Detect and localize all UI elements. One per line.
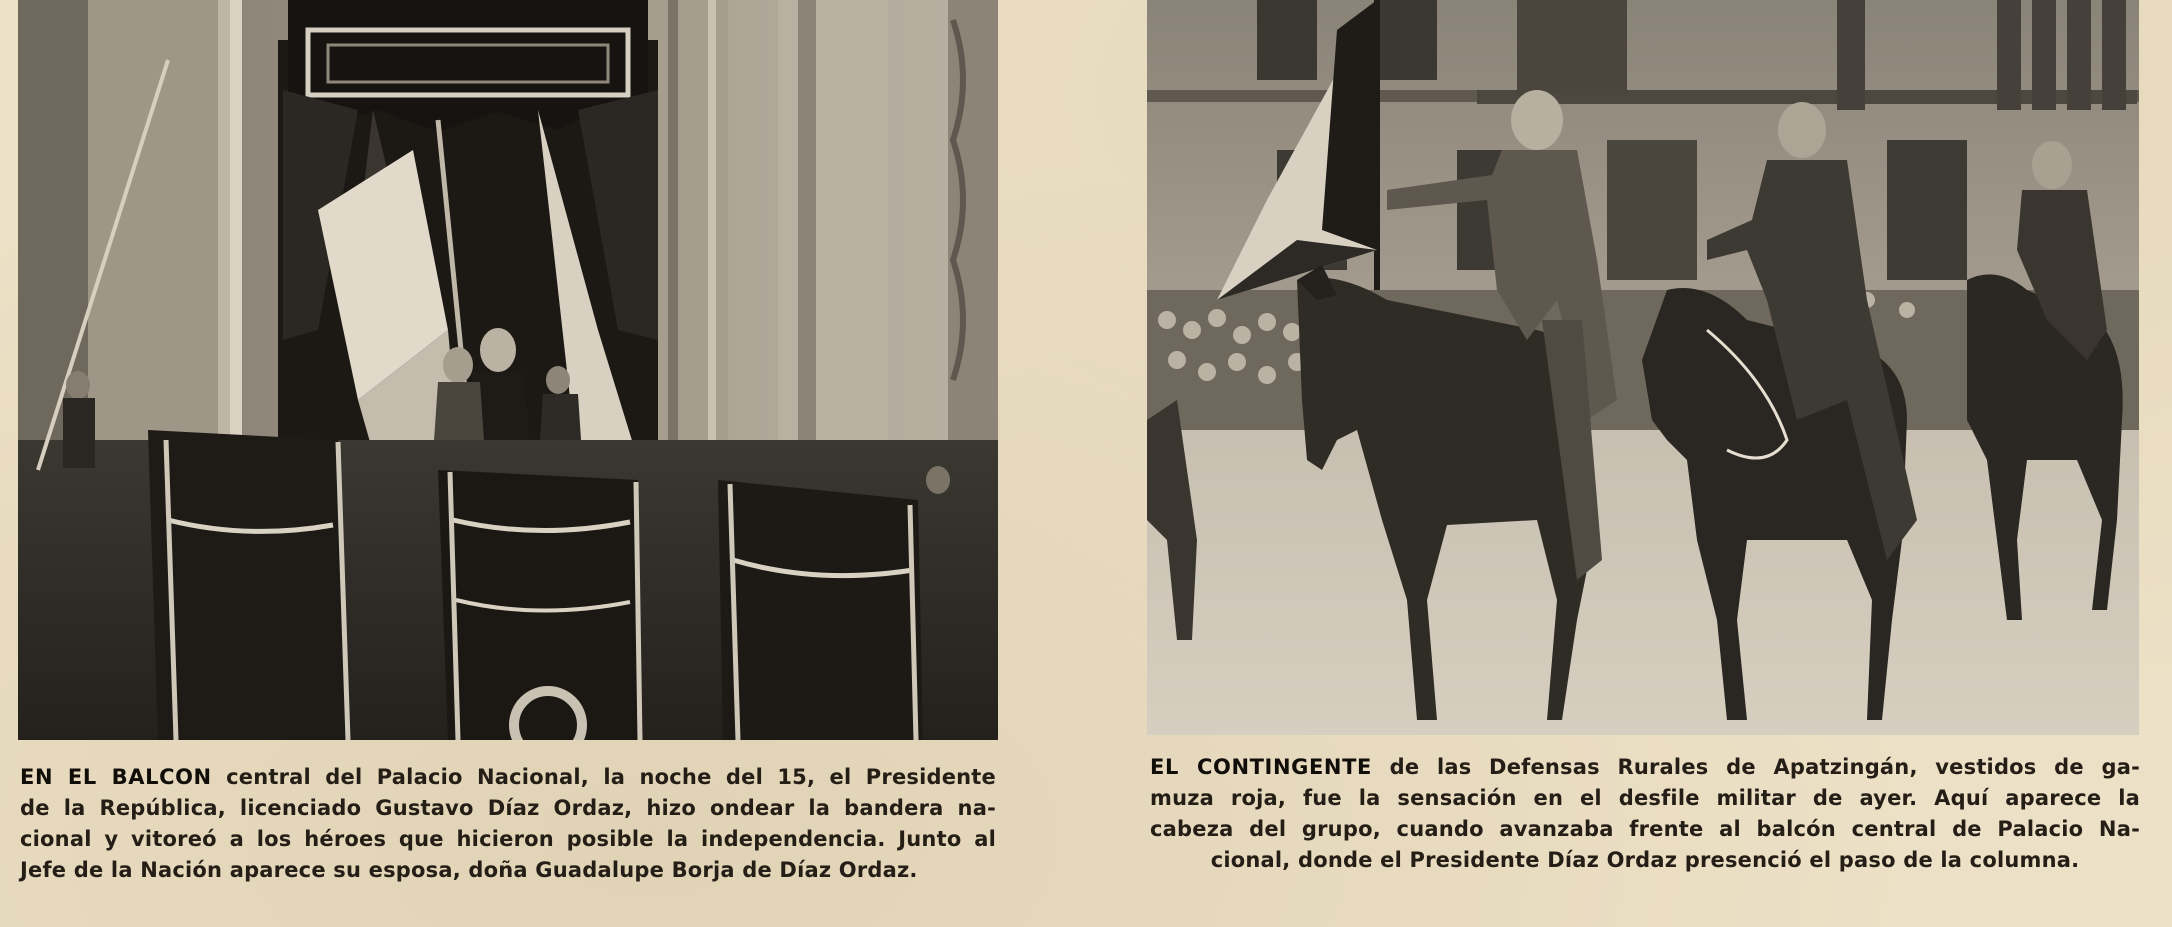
parade-photo	[1147, 0, 2139, 735]
caption-line: cabeza del grupo, cuando avanzaba frente al balcón central de Palacio Na-	[1150, 817, 2140, 841]
caption-line: muza roja, fue la sensación en el desfile militar de ayer. Aquí aparece la	[1150, 786, 2140, 810]
caption-line: cional, donde el Presidente Díaz Ordaz presenció el paso de la columna.	[1210, 848, 2080, 872]
caption-lead: EL CONTINGENTE	[1150, 755, 1372, 779]
parade-caption	[1150, 752, 2140, 876]
balcony-photo-drawing	[18, 0, 998, 740]
balcony-photo	[18, 0, 998, 740]
caption-line	[1150, 752, 2140, 783]
balcony-caption	[20, 762, 996, 886]
caption-line: de la República, licenciado Gustavo Díaz Ordaz, hizo ondear la bandera na-	[20, 796, 996, 820]
caption-line: Jefe de la Nación aparece su esposa, doña Guadalupe Borja de Díaz Ordaz.	[20, 858, 918, 882]
caption-text: central del Palacio Nacional, la noche del 15, el Presidente	[211, 765, 996, 789]
parade-photo-drawing	[1147, 0, 2139, 735]
caption-text: de las Defensas Rurales de Apatzingán, vestidos de ga-	[1371, 755, 2141, 779]
caption-line: cional y vitoreó a los héroes que hicieron posible la independencia. Junto al	[20, 827, 996, 851]
caption-line	[20, 762, 996, 793]
caption-lead: EN EL BALCON	[20, 765, 212, 789]
